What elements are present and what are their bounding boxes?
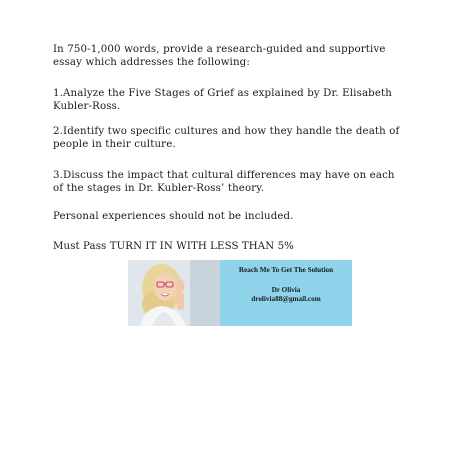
contact-heading: Reach Me To Get The Solution: [238, 266, 334, 274]
note-paragraph: Personal experiences should not be included.: [53, 211, 294, 222]
contact-info-panel: [220, 260, 352, 326]
instruction-item-1: 1.Analyze the Five Stages of Grief as explained by Dr. Elisabeth Kubler-Ross.: [53, 88, 392, 112]
contact-name: Dr Olivia: [271, 286, 301, 294]
contact-email: drolivia88@gmail.com: [251, 295, 321, 303]
intro-paragraph: In 750-1,000 words, provide a research-guided and supportive essay which addresses the following:: [53, 44, 386, 68]
woman-with-glasses-photo: [128, 260, 220, 326]
contact-banner: [128, 260, 352, 326]
instruction-item-3: 3.Discuss the impact that cultural differences may have on each of the stages in Dr. Kubler-Ross’ theory.: [53, 170, 395, 194]
portrait-icon: [128, 260, 220, 326]
instruction-item-2: 2.Identify two specific cultures and how they handle the death of people in their culture.: [53, 126, 400, 150]
requirement-paragraph: Must Pass TURN IT IN WITH LESS THAN 5%: [53, 241, 294, 252]
